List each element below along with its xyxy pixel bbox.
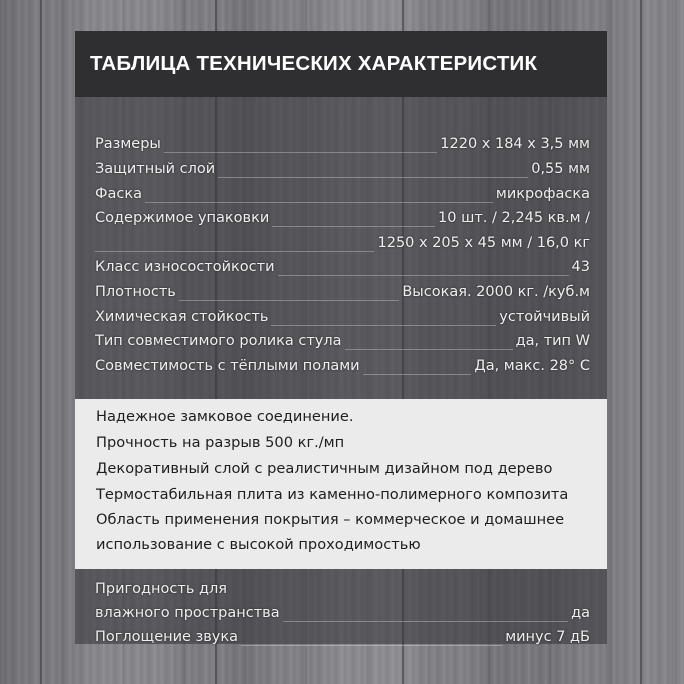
feature-line: использование с высокой проходимостью	[96, 536, 421, 553]
spec-label: Защитный слой	[95, 161, 216, 177]
leader-line	[283, 621, 568, 622]
spec-value: 1250 x 205 x 45 мм / 16,0 кг	[377, 235, 590, 251]
spec-label: Плотность	[95, 284, 176, 300]
spec-value: Да, макс. 28° C	[474, 358, 590, 374]
spec-row	[95, 161, 590, 183]
leader-line	[164, 152, 437, 153]
spec-value: минус 7 дБ	[505, 629, 590, 645]
page-title: ТАБЛИЦА ТЕХНИЧЕСКИХ ХАРАКТЕРИСТИК	[90, 52, 538, 75]
wood-plank-seam	[640, 0, 642, 684]
spec-row	[95, 629, 590, 643]
leader-line	[145, 202, 493, 203]
spec-value: да, тип W	[515, 333, 590, 349]
leader-line	[218, 177, 528, 178]
spec-value: 0,55 мм	[531, 161, 590, 177]
spec-label: Класс износостойкости	[95, 259, 275, 275]
spec-label: Тип совместимого ролика стула	[95, 333, 342, 349]
spec-value: устойчивый	[499, 309, 590, 325]
spec-label: Фаска	[95, 186, 142, 202]
spec-table	[75, 97, 607, 399]
leader-line	[345, 349, 513, 350]
feature-line: Область применения покрытия – коммерческое и домашнее	[96, 511, 565, 528]
spec-value: 43	[571, 259, 590, 275]
spec-label: Совместимость с тёплыми полами	[95, 358, 360, 374]
spec-label: Поглощение звука	[95, 629, 239, 645]
spec-label: Содержимое упаковки	[95, 210, 270, 226]
leader-line	[278, 275, 569, 276]
wood-plank-seam	[40, 0, 42, 684]
feature-line: Декоративный слой с реалистичным дизайном под дерево	[96, 460, 553, 477]
feature-line: Надежное замковое соединение.	[96, 408, 354, 425]
spec-row	[95, 284, 590, 306]
spec-row	[95, 259, 590, 281]
leader-line	[271, 325, 496, 326]
spec-label: Размеры	[95, 136, 161, 152]
spec-row	[95, 136, 590, 158]
spec-row	[95, 333, 590, 355]
spec-row	[95, 186, 590, 208]
leader-line	[95, 251, 374, 252]
spec-row	[95, 235, 590, 257]
spec-label: Химическая стойкость	[95, 309, 269, 325]
spec-row	[95, 210, 590, 232]
feature-line: Термостабильная плита из каменно-полимерного композита	[96, 486, 569, 503]
spec-row	[95, 358, 590, 380]
leader-line	[241, 645, 502, 646]
spec-value: 1220 x 184 x 3,5 мм	[440, 136, 590, 152]
panel-header	[75, 31, 607, 97]
spec-value: 10 шт. / 2,245 кв.м /	[438, 210, 590, 226]
extra-spec-table	[75, 569, 607, 644]
feature-line: Прочность на разрыв 500 кг./мп	[96, 434, 345, 451]
spec-row	[95, 605, 590, 627]
leader-line	[272, 226, 435, 227]
leader-line	[179, 300, 399, 301]
spec-value: да	[571, 605, 590, 621]
spec-row	[95, 309, 590, 331]
spec-label: влажного пространства	[95, 605, 280, 621]
features-list	[75, 399, 607, 569]
spec-label: Пригодность для	[95, 581, 227, 597]
spec-value: микрофаска	[495, 186, 590, 202]
leader-line	[363, 374, 471, 375]
spec-panel	[75, 31, 607, 644]
spec-row	[95, 581, 590, 603]
spec-value: Высокая. 2000 кг. /куб.м	[402, 284, 590, 300]
